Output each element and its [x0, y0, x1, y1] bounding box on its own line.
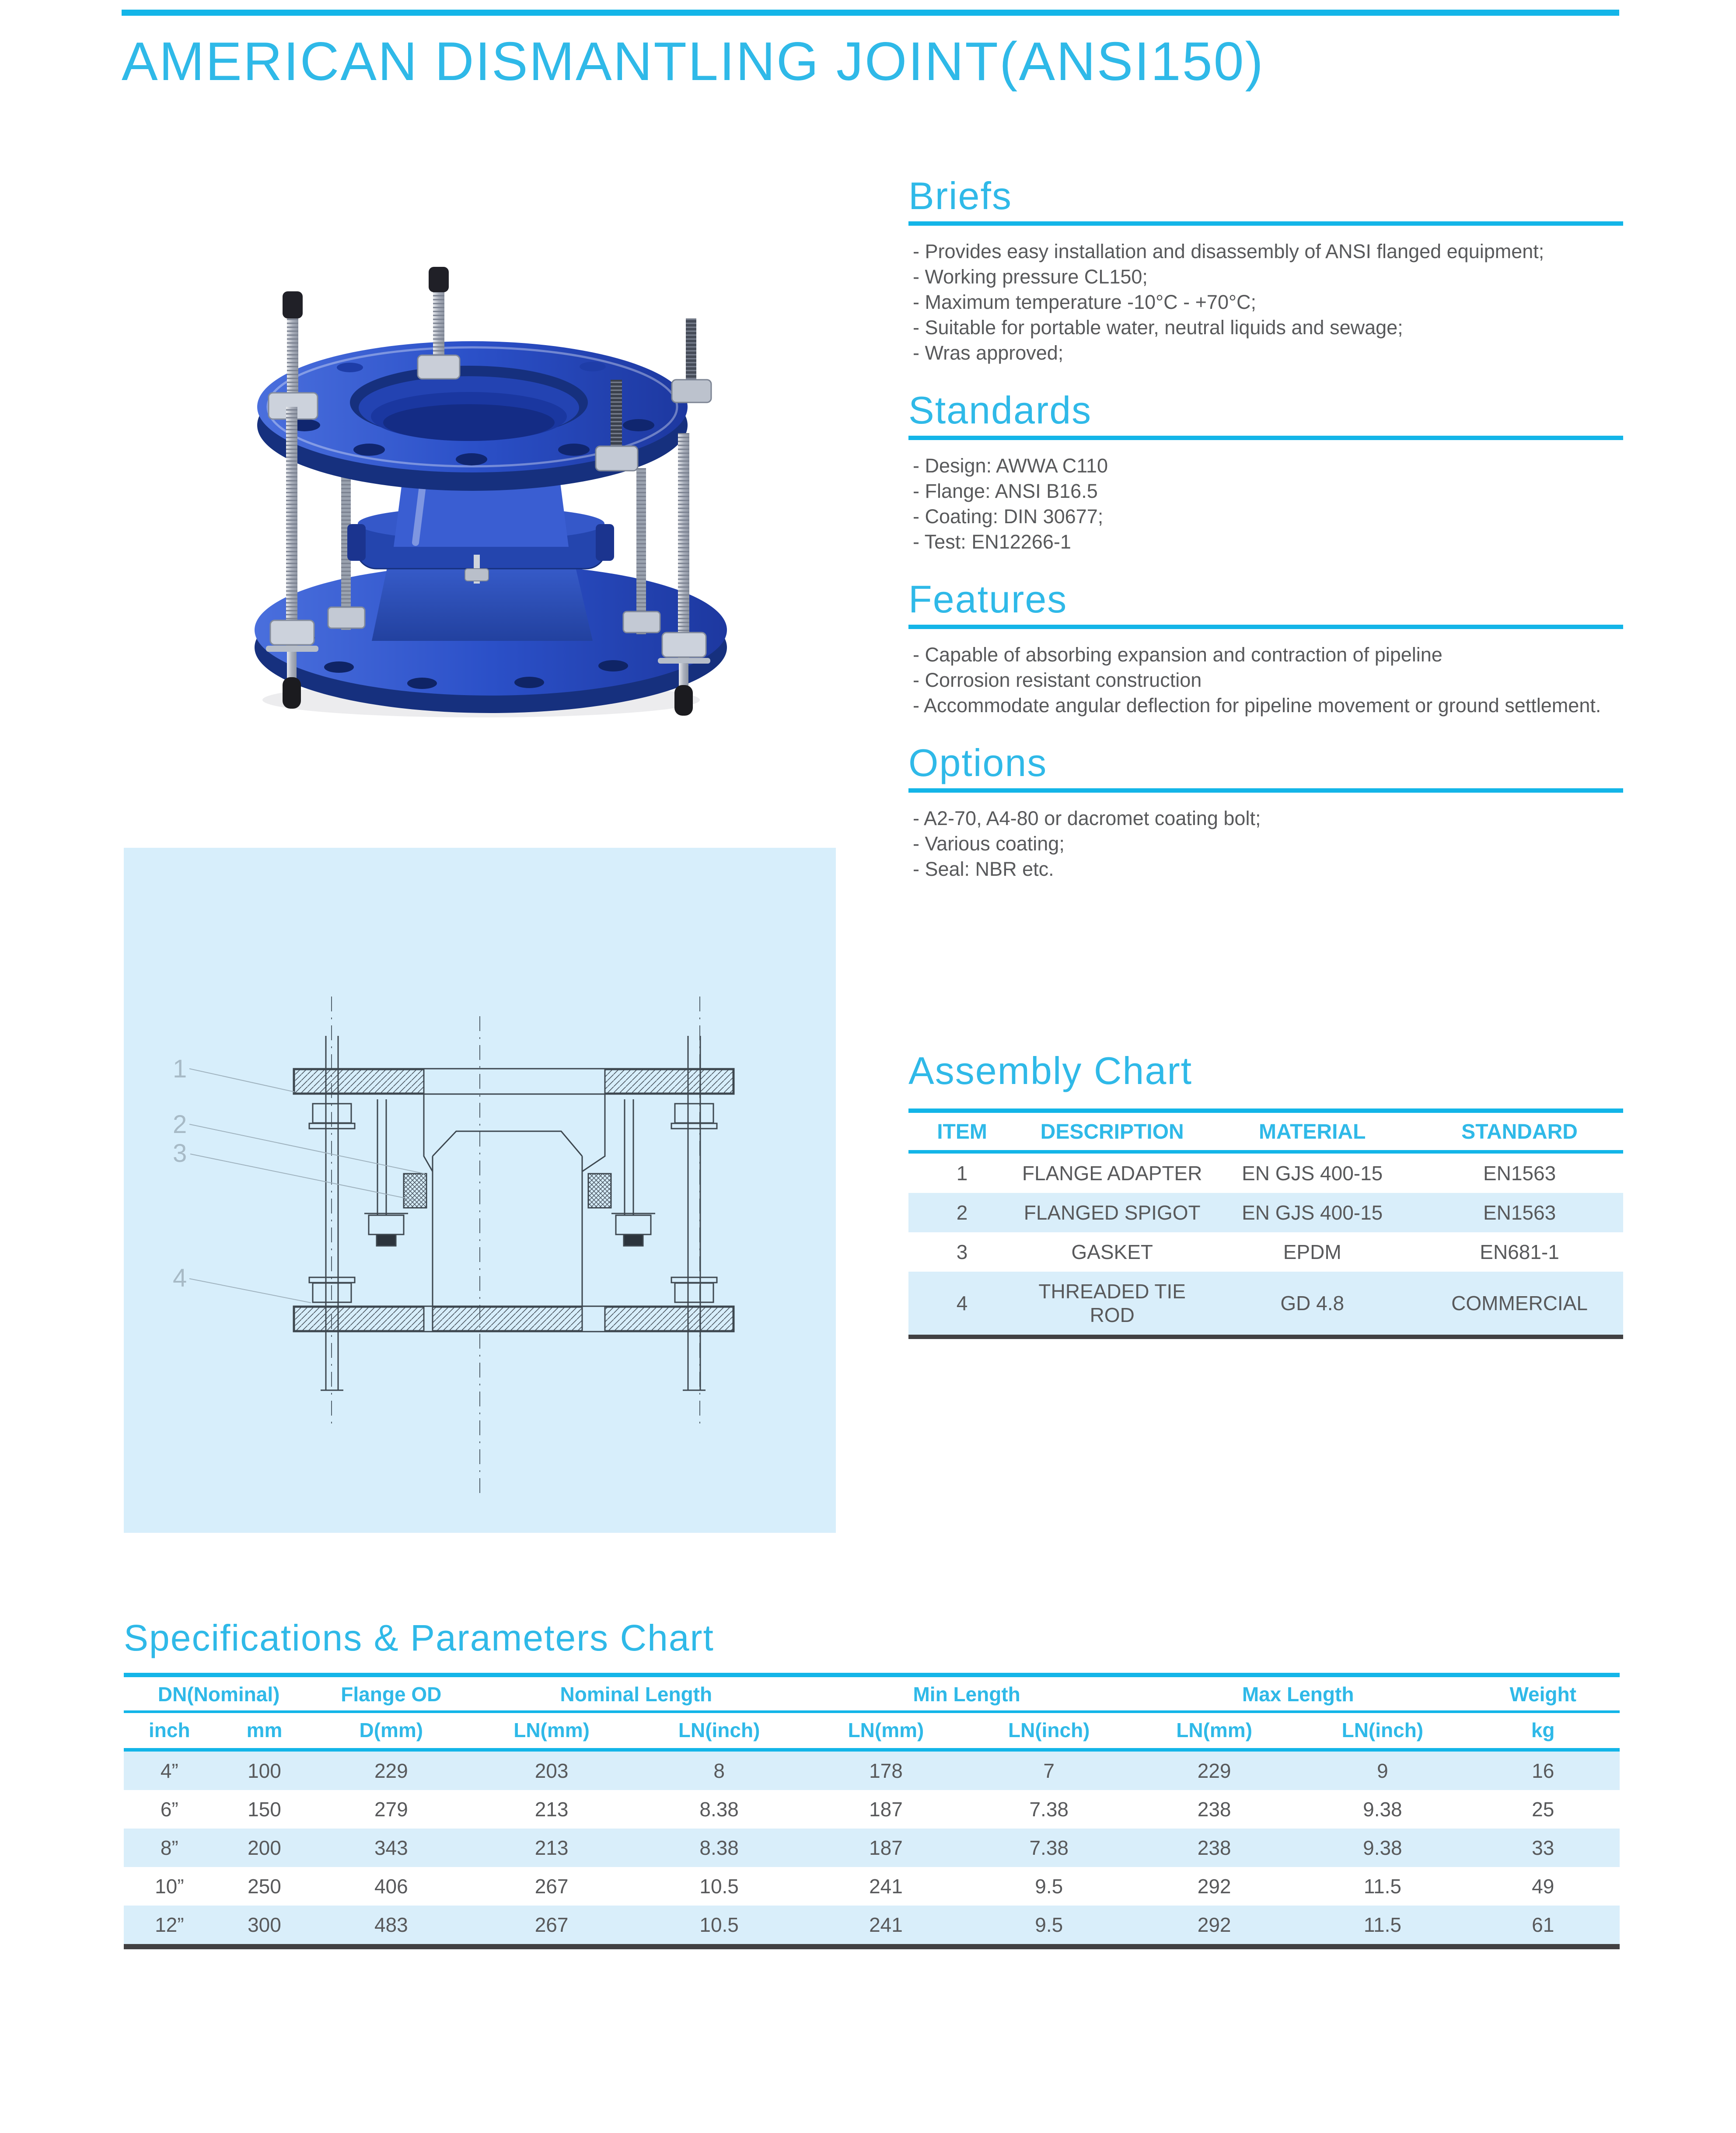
spec-cell: 406: [374, 1875, 408, 1898]
section-heading-standards: Standards: [908, 388, 1092, 432]
spec-cell: 7: [1043, 1759, 1055, 1782]
section-options: [908, 743, 1623, 882]
spec-group-header: Weight: [1466, 1675, 1620, 1712]
assembly-header-cell: STANDARD: [1416, 1111, 1623, 1152]
spec-cell: 229: [1197, 1759, 1231, 1782]
spec-cell: 292: [1197, 1913, 1231, 1936]
spec-cell: 25: [1532, 1798, 1554, 1821]
assembly-cell: EN1563: [1483, 1162, 1556, 1185]
spec-cell: 49: [1532, 1875, 1554, 1898]
spec-cell: 279: [374, 1798, 408, 1821]
technical-drawing: [124, 848, 836, 1533]
spec-cell: 267: [534, 1913, 569, 1936]
list-item: - A2-70, A4-80 or dacromet coating bolt;: [913, 807, 1261, 829]
spec-cell: 10”: [155, 1875, 184, 1898]
assembly-cell: FLANGED SPIGOT: [1023, 1201, 1201, 1224]
section-heading-features: Features: [908, 577, 1068, 621]
cross-section-drawing: [124, 848, 836, 1533]
spec-group-header: DN(Nominal): [124, 1675, 314, 1712]
spec-cell: 8.38: [699, 1836, 739, 1859]
spec-cell: 300: [248, 1913, 281, 1936]
callout-1: 1: [173, 1055, 187, 1083]
top-accent-bar: [122, 10, 1619, 16]
spec-group-header: Min Length: [803, 1675, 1130, 1712]
spec-subheader: LN(mm): [468, 1712, 635, 1750]
spec-cell: 9.38: [1363, 1836, 1402, 1859]
spec-cell: 483: [374, 1913, 408, 1936]
spec-row: [124, 1750, 1620, 1790]
assembly-cell: EN1563: [1483, 1201, 1556, 1224]
spec-cell: 238: [1197, 1836, 1231, 1859]
spec-cell: 150: [248, 1798, 281, 1821]
spec-cell: 200: [248, 1836, 281, 1859]
callout-3: 3: [173, 1139, 187, 1168]
spec-cell: 16: [1532, 1759, 1554, 1782]
spec-cell: 11.5: [1363, 1913, 1401, 1936]
spec-subheader: LN(inch): [1299, 1712, 1466, 1750]
spec-cell: 7.38: [1029, 1836, 1069, 1859]
text-sections: [908, 176, 1623, 882]
product-photo: [197, 262, 748, 722]
specifications-title: Specifications & Parameters Chart: [124, 1617, 714, 1658]
section-briefs: [908, 176, 1623, 366]
spec-group-header: Flange OD: [314, 1675, 468, 1712]
dismantling-joint-illustration: [197, 262, 748, 722]
spec-cell: 250: [248, 1875, 281, 1898]
spec-cell: 33: [1532, 1836, 1554, 1859]
spec-cell: 8”: [160, 1836, 178, 1859]
assembly-cell: COMMERCIAL: [1451, 1292, 1588, 1315]
assembly-row: [908, 1193, 1623, 1232]
assembly-cell: FLANGE ADAPTER: [1022, 1162, 1202, 1185]
section-underline: [908, 788, 1623, 793]
assembly-header-cell: MATERIAL: [1209, 1111, 1416, 1152]
callout-4: 4: [173, 1264, 187, 1292]
list-item: - Seal: NBR etc.: [913, 858, 1054, 880]
spec-group-header: Max Length: [1130, 1675, 1466, 1712]
section-features: [908, 579, 1623, 718]
spec-cell: 8.38: [699, 1798, 739, 1821]
list-item: - Corrosion resistant construction: [913, 669, 1202, 691]
spec-cell: 187: [869, 1836, 903, 1859]
spec-row: [124, 1906, 1620, 1947]
assembly-cell: EPDM: [1283, 1241, 1341, 1263]
assembly-chart-title: Assembly Chart: [908, 1049, 1193, 1092]
specifications-table: [124, 1673, 1620, 1949]
spec-cell: 7.38: [1029, 1798, 1069, 1821]
list-item: - Design: AWWA C110: [913, 455, 1108, 477]
assembly-header-row: [908, 1111, 1623, 1152]
spec-subheader: LN(mm): [1130, 1712, 1299, 1750]
assembly-cell: THREADED TIE ROD: [1038, 1280, 1186, 1326]
section-underline: [908, 436, 1623, 440]
spec-cell: 292: [1197, 1875, 1231, 1898]
assembly-cell: GASKET: [1071, 1241, 1153, 1263]
specifications-section: [124, 1619, 1620, 1949]
spec-group-header-row: [124, 1675, 1620, 1712]
assembly-cell: EN681-1: [1480, 1241, 1559, 1263]
assembly-header-cell: DESCRIPTION: [1016, 1111, 1209, 1152]
spec-cell: 4”: [160, 1759, 178, 1782]
spec-subheader: inch: [124, 1712, 215, 1750]
list-item: - Provides easy installation and disassembly of ANSI flanged equipment;: [913, 240, 1544, 262]
assembly-row: [908, 1272, 1623, 1337]
spec-cell: 187: [869, 1798, 903, 1821]
right-column: [908, 176, 1623, 1339]
spec-cell: 6”: [160, 1798, 178, 1821]
assembly-cell: 4: [956, 1292, 968, 1315]
spec-group-header: Nominal Length: [468, 1675, 803, 1712]
spec-cell: 203: [534, 1759, 569, 1782]
assembly-chart-table: [908, 1108, 1623, 1339]
page-title: AMERICAN DISMANTLING JOINT(ANSI150): [122, 31, 1264, 92]
section-underline: [908, 625, 1623, 629]
spec-cell: 9.38: [1363, 1798, 1402, 1821]
section-heading-options: Options: [908, 741, 1048, 784]
spec-subheader: D(mm): [314, 1712, 468, 1750]
spec-cell: 10.5: [699, 1913, 739, 1936]
spec-cell: 8: [713, 1759, 725, 1782]
assembly-cell: GD 4.8: [1280, 1292, 1345, 1315]
spec-cell: 343: [374, 1836, 408, 1859]
spec-subheader: LN(inch): [968, 1712, 1130, 1750]
assembly-chart-section: [908, 1051, 1623, 1339]
spec-subheader: kg: [1466, 1712, 1620, 1750]
spec-cell: 61: [1532, 1913, 1554, 1936]
list-item: - Suitable for portable water, neutral liquids and sewage;: [913, 316, 1403, 339]
list-item: - Coating: DIN 30677;: [913, 505, 1104, 528]
list-item: - Capable of absorbing expansion and contraction of pipeline: [913, 643, 1443, 666]
spec-cell: 9: [1377, 1759, 1388, 1782]
spec-cell: 213: [534, 1798, 569, 1821]
spec-row: [124, 1790, 1620, 1829]
spec-cell: 9.5: [1035, 1913, 1063, 1936]
list-item: - Working pressure CL150;: [913, 266, 1148, 288]
spec-cell: 11.5: [1363, 1875, 1401, 1898]
spec-cell: 229: [374, 1759, 408, 1782]
spec-cell: 241: [869, 1875, 903, 1898]
spec-cell: 241: [869, 1913, 903, 1936]
spec-subheader: LN(inch): [635, 1712, 803, 1750]
assembly-cell: 3: [956, 1241, 968, 1263]
section-list-features: [908, 642, 1623, 718]
spec-cell: 12”: [155, 1913, 184, 1936]
list-item: - Wras approved;: [913, 342, 1064, 364]
list-item: - Various coating;: [913, 832, 1065, 855]
list-item: - Flange: ANSI B16.5: [913, 480, 1098, 502]
section-list-standards: [908, 453, 1623, 555]
spec-cell: 178: [869, 1759, 903, 1782]
spec-cell: 238: [1197, 1798, 1231, 1821]
spec-subheader: LN(mm): [803, 1712, 968, 1750]
list-item: - Maximum temperature -10°C - +70°C;: [913, 291, 1256, 313]
spec-row: [124, 1867, 1620, 1906]
assembly-cell: EN GJS 400-15: [1242, 1201, 1383, 1224]
assembly-cell: EN GJS 400-15: [1242, 1162, 1383, 1185]
assembly-row: [908, 1232, 1623, 1272]
section-list-briefs: [908, 239, 1623, 366]
assembly-cell: 2: [956, 1201, 968, 1224]
list-item: - Test: EN12266-1: [913, 531, 1071, 553]
spec-cell: 9.5: [1035, 1875, 1063, 1898]
section-underline: [908, 221, 1623, 226]
section-standards: [908, 390, 1623, 555]
spec-cell: 10.5: [699, 1875, 739, 1898]
spec-cell: 267: [534, 1875, 569, 1898]
list-item: - Accommodate angular deflection for pipeline movement or ground settlement.: [913, 694, 1601, 717]
assembly-header-cell: ITEM: [908, 1111, 1016, 1152]
spec-subheader-row: [124, 1712, 1620, 1750]
section-heading-briefs: Briefs: [908, 174, 1012, 217]
spec-cell: 213: [534, 1836, 569, 1859]
assembly-cell: 1: [956, 1162, 968, 1185]
callout-2: 2: [173, 1110, 187, 1139]
spec-cell: 100: [248, 1759, 281, 1782]
section-list-options: [908, 806, 1623, 882]
spec-row: [124, 1829, 1620, 1867]
assembly-row: [908, 1152, 1623, 1193]
spec-subheader: mm: [215, 1712, 314, 1750]
